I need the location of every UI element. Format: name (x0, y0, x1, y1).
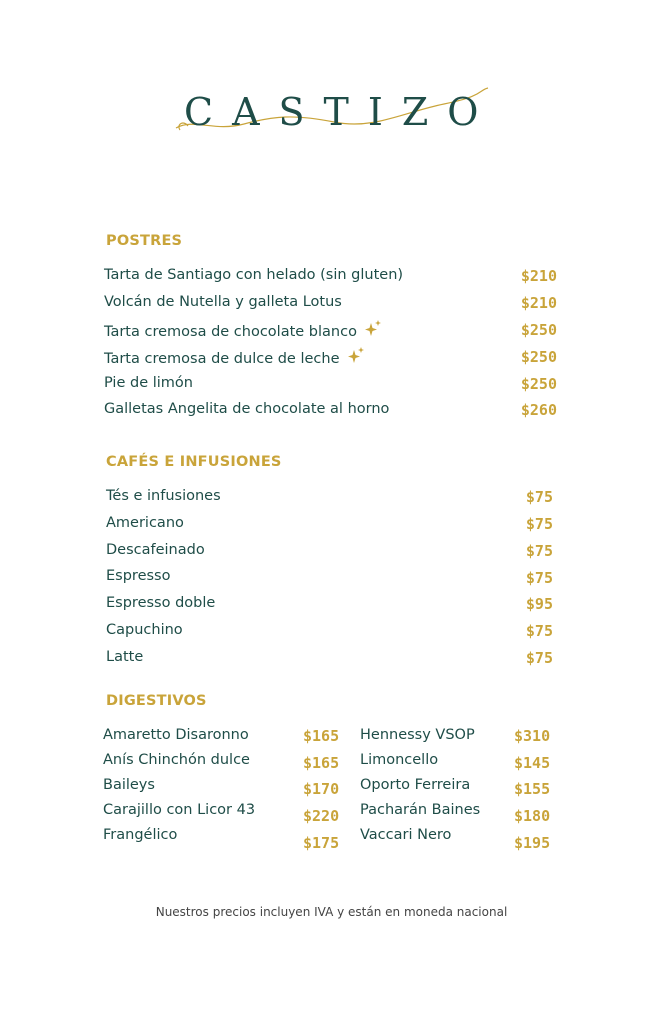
menu-item-name: Amaretto Disaronno (103, 727, 249, 743)
menu-item-name: Espresso (106, 568, 171, 584)
section-title-cafes: CAFÉS E INFUSIONES (106, 454, 282, 470)
menu-item-price: $75 (525, 649, 553, 667)
brand-name: CASTIZO (184, 90, 498, 134)
menu-item-name: Espresso doble (106, 595, 216, 611)
section-title-digestivos: DIGESTIVOS (106, 693, 207, 709)
menu-item-price: $175 (303, 834, 340, 852)
menu-item-name: Limoncello (360, 752, 439, 768)
menu-item-name: Tarta cremosa de dulce de leche (104, 351, 340, 367)
menu-item-price: $145 (514, 754, 551, 772)
menu-item-price: $155 (514, 780, 551, 798)
menu-item-price: $170 (303, 780, 340, 798)
menu-item-name: Oporto Ferreira (360, 777, 471, 793)
menu-item-name: Carajillo con Licor 43 (103, 802, 256, 818)
menu-item-name: Americano (106, 515, 184, 531)
menu-item-price: $95 (525, 595, 553, 613)
brand-logo (174, 84, 498, 144)
menu-item-name: Hennessy VSOP (360, 727, 475, 743)
menu-item-name: Pacharán Baines (360, 802, 481, 818)
menu-item-price: $75 (525, 569, 553, 587)
menu-item-name: Galletas Angelita de chocolate al horno (104, 401, 390, 417)
menu-item-name: Pie de limón (104, 375, 193, 391)
menu-item-price: $210 (520, 267, 557, 285)
menu-item-row (104, 319, 383, 345)
menu-item-name: Volcán de Nutella y galleta Lotus (104, 294, 342, 310)
menu-item-price: $180 (514, 807, 551, 825)
menu-item-price: $250 (520, 375, 557, 393)
menu-item-name: Tarta de Santiago con helado (sin gluten) (104, 267, 404, 283)
menu-item-name: Baileys (103, 777, 155, 793)
menu-item-name: Capuchino (106, 622, 183, 638)
menu-item-name: Anís Chinchón dulce (103, 752, 250, 768)
menu-item-price: $195 (514, 834, 551, 852)
menu-item-name: Vaccari Nero (360, 827, 452, 843)
sparkle-icon (346, 346, 366, 372)
menu-item-price: $165 (303, 727, 340, 745)
menu-item-price: $210 (520, 294, 557, 312)
menu-item-price: $220 (303, 807, 340, 825)
menu-item-price: $250 (520, 321, 557, 339)
section-title-postres: POSTRES (106, 233, 183, 249)
menu-item-row (104, 346, 366, 372)
menu-item-name: Latte (106, 649, 144, 665)
sparkle-icon (363, 319, 383, 345)
menu-item-price: $75 (525, 622, 553, 640)
menu-item-price: $250 (520, 348, 557, 366)
menu-item-price: $75 (525, 488, 553, 506)
menu-item-price: $165 (303, 754, 340, 772)
menu-item-price: $75 (525, 542, 553, 560)
menu-item-price: $75 (525, 515, 553, 533)
menu-item-name: Descafeinado (106, 542, 205, 558)
footer-note: Nuestros precios incluyen IVA y están en moneda nacional (155, 905, 508, 919)
menu-item-price: $310 (514, 727, 551, 745)
menu-item-name: Tarta cremosa de chocolate blanco (104, 324, 357, 340)
menu-item-price: $260 (520, 401, 557, 419)
menu-item-name: Frangélico (103, 827, 178, 843)
menu-item-name: Tés e infusiones (106, 488, 221, 504)
